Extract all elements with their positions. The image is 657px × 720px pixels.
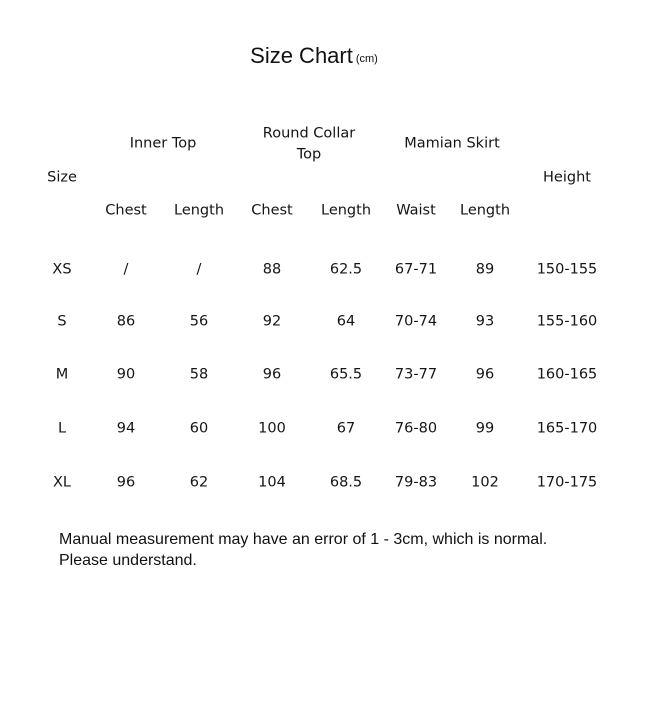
cell-collar-length: 67 [336, 420, 356, 437]
cell-height: 150-155 [536, 261, 598, 278]
cell-size: XS [52, 261, 72, 278]
cell-inner-chest: 96 [116, 474, 136, 491]
cell-inner-length: / [196, 261, 202, 278]
cell-inner-length: 60 [189, 420, 209, 437]
cell-skirt-waist: 76-80 [394, 420, 438, 437]
cell-size: S [57, 313, 67, 330]
cell-skirt-length: 89 [475, 261, 495, 278]
cell-skirt-waist: 79-83 [394, 474, 438, 491]
cell-height: 170-175 [536, 474, 598, 491]
header-collar-length: Length [320, 202, 372, 219]
cell-inner-length: 56 [189, 313, 209, 330]
cell-size: L [57, 420, 67, 437]
title-unit: (cm) [355, 53, 378, 65]
cell-size: XL [52, 474, 72, 491]
measurement-note [59, 530, 547, 571]
cell-inner-length: 62 [189, 474, 209, 491]
note-line-1: Manual measurement may have an error of 1 - 3cm, which is normal. [59, 531, 548, 548]
cell-collar-chest: 88 [262, 261, 282, 278]
header-size: Size [47, 169, 77, 186]
cell-skirt-length: 93 [475, 313, 495, 330]
cell-height: 160-165 [536, 366, 598, 383]
cell-collar-chest: 92 [262, 313, 282, 330]
header-skirt-length: Length [459, 202, 511, 219]
cell-skirt-waist: 67-71 [394, 261, 438, 278]
cell-collar-chest: 104 [258, 474, 286, 491]
cell-collar-length: 65.5 [329, 366, 363, 383]
cell-inner-length: 58 [189, 366, 209, 383]
header-inner-length: Length [173, 202, 225, 219]
group-header-mamian-skirt: Mamian Skirt [404, 135, 500, 152]
cell-skirt-length: 96 [475, 366, 495, 383]
title-text: Size Chart [250, 43, 353, 68]
cell-height: 155-160 [536, 313, 598, 330]
cell-inner-chest: 94 [116, 420, 136, 437]
cell-collar-chest: 96 [262, 366, 282, 383]
cell-skirt-length: 99 [475, 420, 495, 437]
group-header-round-collar-line1: Round Collar [262, 125, 356, 142]
cell-skirt-waist: 70-74 [394, 313, 438, 330]
header-skirt-waist: Waist [396, 202, 436, 219]
cell-collar-length: 68.5 [329, 474, 363, 491]
cell-collar-length: 64 [336, 313, 356, 330]
cell-size: M [55, 366, 69, 383]
header-inner-chest: Chest [105, 202, 147, 219]
header-height: Height [543, 169, 591, 186]
group-header-round-collar-line2: Top [296, 146, 322, 163]
cell-height: 165-170 [536, 420, 598, 437]
cell-collar-length: 62.5 [329, 261, 363, 278]
cell-inner-chest: 90 [116, 366, 136, 383]
note-line-2: Please understand. [59, 551, 197, 569]
cell-inner-chest: 86 [116, 313, 136, 330]
header-collar-chest: Chest [251, 202, 293, 219]
cell-skirt-length: 102 [471, 474, 499, 491]
cell-skirt-waist: 73-77 [394, 366, 438, 383]
cell-collar-chest: 100 [258, 420, 286, 437]
group-header-inner-top: Inner Top [129, 135, 197, 152]
cell-inner-chest: / [123, 261, 129, 278]
page-title [0, 42, 628, 73]
